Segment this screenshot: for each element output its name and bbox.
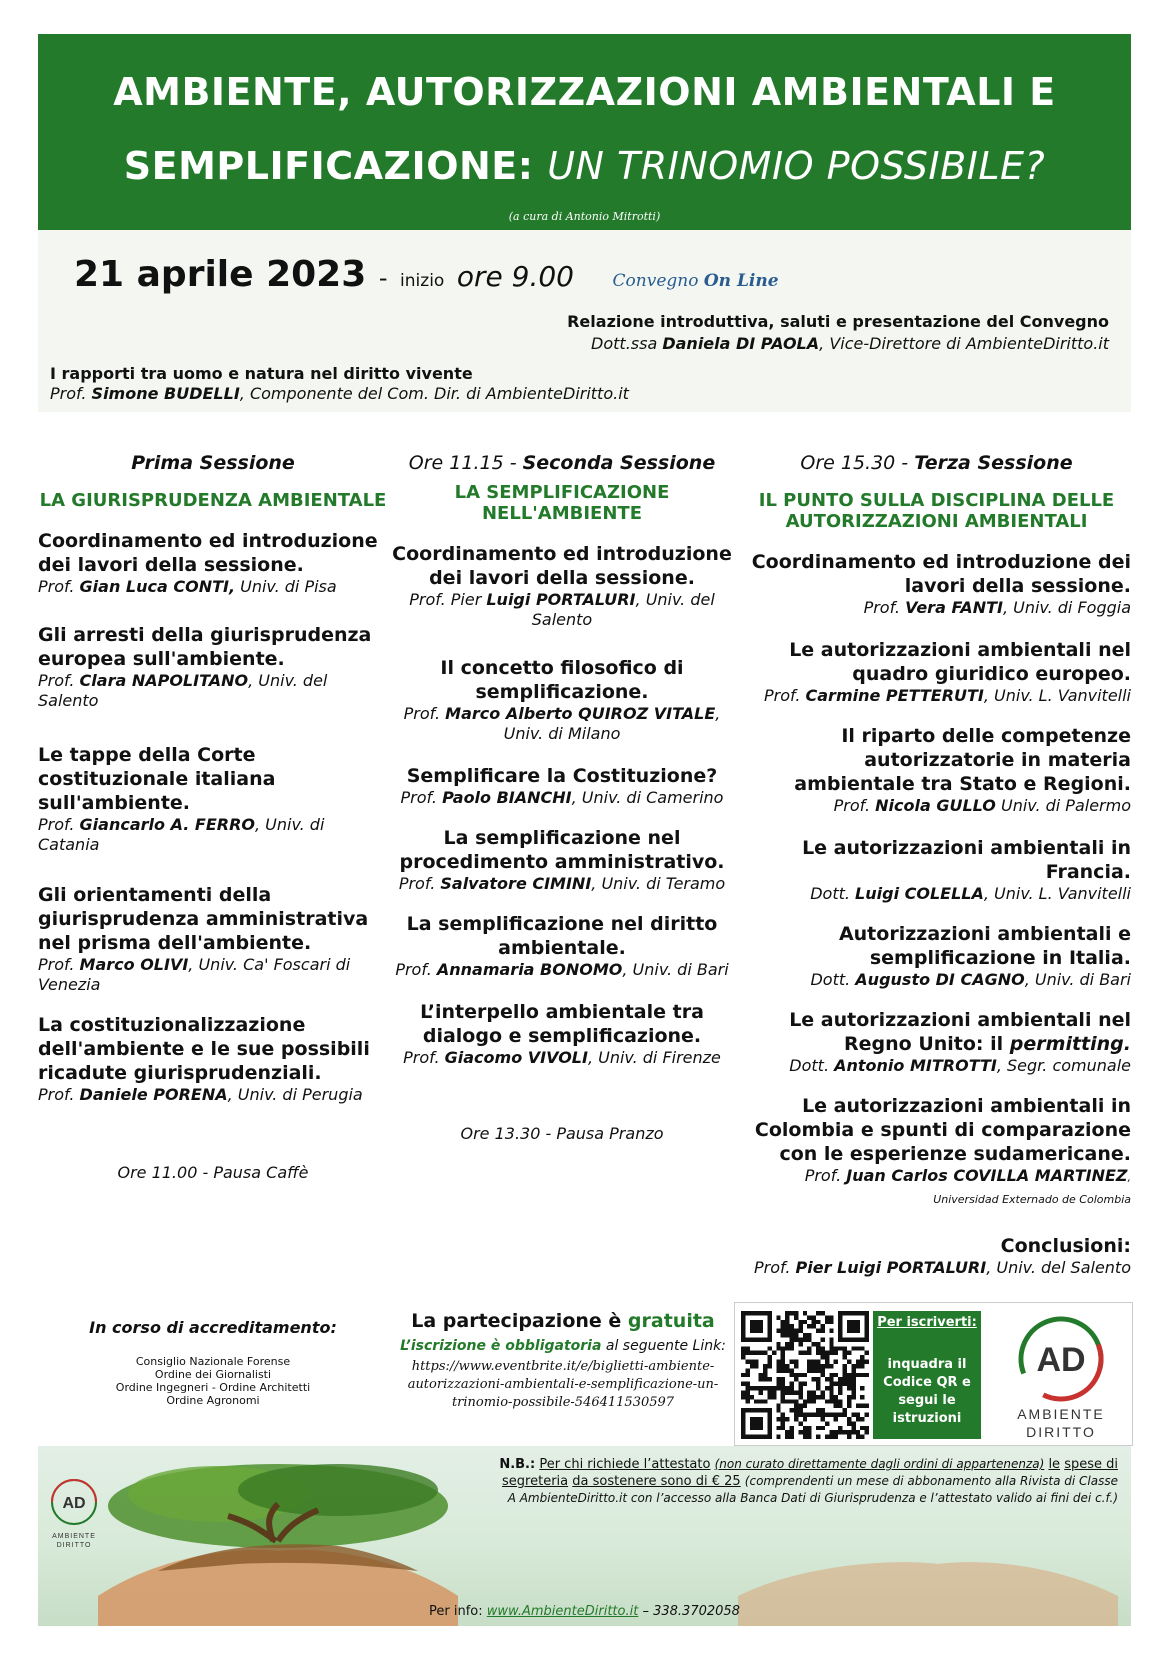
event-title-italic: UN TRINOMIO POSSIBILE? xyxy=(547,144,1046,188)
speaker-prefix: Dott. xyxy=(810,970,856,989)
registration-label: Per iscriverti: xyxy=(877,1315,977,1330)
accreditation-item: Ordine dei Giornalisti xyxy=(154,1368,272,1381)
talk-item xyxy=(742,724,1131,816)
talk-speaker xyxy=(742,1166,1131,1210)
talk-speaker xyxy=(388,788,736,808)
session-theme: LA SEMPLIFICAZIONE NELL'AMBIENTE xyxy=(454,482,670,524)
event-date-line xyxy=(74,254,779,295)
speaker-affiliation: , Universidad Externado de Colombia xyxy=(933,1171,1131,1206)
speaker-name: Marco Alberto QUIROZ VITALE xyxy=(445,704,716,723)
talk-title: Semplificare la Costituzione? xyxy=(406,765,718,787)
talk-title: Coordinamento ed introduzione dei lavori della sessione. xyxy=(392,543,732,589)
event-date: 21 aprile 2023 xyxy=(74,254,367,295)
speaker-name: Marco OLIVI xyxy=(79,955,189,974)
talk-title: Il concetto filosofico di semplificazione. xyxy=(440,657,684,703)
intro-panel xyxy=(38,230,1131,412)
speaker-prefix: Prof. xyxy=(398,874,441,893)
speaker-name: Simone BUDELLI xyxy=(91,384,240,403)
speaker-affiliation: , Univ. di Bari xyxy=(622,960,729,979)
accreditation-item: Ordine Agronomi xyxy=(166,1394,260,1407)
banner-logo-monogram: AD xyxy=(62,1495,86,1512)
speaker-prefix: Prof. xyxy=(804,1166,847,1185)
session-theme: LA GIURISPRUDENZA AMBIENTALE xyxy=(39,490,387,511)
intro-talk-title: Relazione introduttiva, saluti e presentazione del Convegno xyxy=(567,312,1109,331)
talk-item xyxy=(388,542,736,630)
session-column-2 xyxy=(388,452,736,1143)
curator-note: (a cura di Antonio Mitrotti) xyxy=(508,210,661,223)
speaker-prefix: Prof. xyxy=(753,1258,796,1277)
session-theme: IL PUNTO SULLA DISCIPLINA DELLE AUTORIZZAZIONI AMBIENTALI xyxy=(758,490,1115,532)
talk-title: Conclusioni: xyxy=(1000,1235,1131,1257)
talk-speaker xyxy=(38,671,388,711)
speaker-affiliation: , Univ. di Bari xyxy=(1024,970,1131,989)
talk-title: La semplificazione nel diritto ambientale. xyxy=(406,913,718,959)
talk-item xyxy=(742,1008,1131,1076)
talk-title xyxy=(742,1008,1131,1056)
speaker-name: Juan Carlos COVILLA MARTINEZ xyxy=(846,1166,1128,1185)
talk-title-italic: permitting. xyxy=(1009,1033,1131,1055)
nb-label: N.B.: xyxy=(499,1457,536,1472)
talk-speaker xyxy=(388,704,736,744)
speaker-prefix: Prof. xyxy=(863,598,906,617)
nb-text: (non curato direttamente dagli ordini di appartenenza) xyxy=(714,1457,1045,1471)
speaker-prefix: Prof. Pier xyxy=(409,590,487,609)
speaker-name: Vera FANTI xyxy=(905,598,1003,617)
speaker-affiliation: , Univ. di Foggia xyxy=(1002,598,1131,617)
talk-speaker xyxy=(38,577,388,597)
speaker-prefix: Prof. xyxy=(395,960,437,979)
speaker-affiliation: , Univ. del Salento xyxy=(531,590,715,629)
speaker-prefix: Prof. xyxy=(403,1048,445,1067)
talk-speaker xyxy=(38,1085,388,1105)
website-link[interactable]: www.AmbienteDiritto.it xyxy=(486,1604,639,1619)
talk-speaker xyxy=(742,598,1131,618)
event-title-line2 xyxy=(38,144,1131,188)
event-title-line1: AMBIENTE, AUTORIZZAZIONI AMBIENTALI E xyxy=(113,70,1056,114)
speaker-name: Daniela DI PAOLA xyxy=(662,334,820,353)
talk-item xyxy=(742,638,1131,706)
talk-item xyxy=(742,1094,1131,1210)
speaker-affiliation: , Univ. L. Vanvitelli xyxy=(983,686,1131,705)
speaker-prefix: Prof. xyxy=(38,1085,80,1104)
nb-text: Per chi richiede l’attestato xyxy=(539,1457,711,1472)
session-time: Ore 15.30 - xyxy=(800,452,915,474)
accreditation-title: In corso di accreditamento: xyxy=(89,1318,337,1337)
speaker-prefix: Dott. xyxy=(789,1056,835,1075)
speaker-prefix: Prof. xyxy=(38,815,80,834)
session-name: Terza Sessione xyxy=(914,452,1073,474)
nb-details: (comprendenti un mese di abbonamento alla Rivista di Classe A AmbienteDiritto.it con l’accesso alla Banca Dati di Giurisprudenza e l’attestato valido ai fini dei c.f.) xyxy=(507,1474,1118,1505)
online-prefix: Convegno xyxy=(612,271,699,291)
talk-item xyxy=(388,826,736,894)
start-time: ore 9.00 xyxy=(456,260,574,293)
speaker-name: Giacomo VIVOLI xyxy=(444,1048,588,1067)
session-heading xyxy=(742,452,1131,474)
registration-help: inquadra il Codice QR e segui le istruzioni xyxy=(883,1357,971,1426)
speaker-affiliation: , Segr. comunale xyxy=(996,1056,1131,1075)
break-label: Ore 11.00 - Pausa Caffè xyxy=(117,1163,309,1182)
speaker-affiliation: , Univ. di Teramo xyxy=(591,874,726,893)
session-heading xyxy=(388,452,736,474)
talk-item xyxy=(38,1013,388,1105)
opening-talk-title: I rapporti tra uomo e natura nel diritto vivente xyxy=(50,364,473,383)
speaker-affiliation: , Univ. di Camerino xyxy=(571,788,724,807)
talk-speaker xyxy=(742,1258,1131,1278)
speaker-name: Paolo BIANCHI xyxy=(442,788,572,807)
registration-box xyxy=(734,1302,1133,1446)
certificate-note xyxy=(498,1456,1118,1507)
logo-monogram: AD xyxy=(1036,1341,1086,1379)
speaker-name: Giancarlo A. FERRO xyxy=(79,815,255,834)
phone-number: – 338.3702058 xyxy=(642,1604,740,1619)
talk-title-text: Le autorizzazioni ambientali nel Regno Unito: il xyxy=(789,1009,1131,1055)
nb-fee: da sostenere sono di € 25 xyxy=(572,1474,741,1489)
talk-title: Coordinamento ed introduzione dei lavori della sessione. xyxy=(38,530,378,576)
info-label: Per info: xyxy=(429,1604,483,1619)
speaker-name: Gian Luca CONTI, xyxy=(79,577,236,596)
talk-speaker xyxy=(742,970,1131,990)
banner-logo-line1: AMBIENTE xyxy=(52,1533,96,1540)
speaker-affiliation: , Univ. di Milano xyxy=(503,704,721,743)
session-name: Prima Sessione xyxy=(131,452,295,474)
talk-title: L’interpello ambientale tra dialogo e semplificazione. xyxy=(420,1001,704,1047)
banner-logo-line2: DIRITTO xyxy=(56,1542,92,1549)
speaker-name: Annamaria BONOMO xyxy=(436,960,623,979)
nb-text: le xyxy=(1048,1457,1061,1472)
talk-item xyxy=(742,550,1131,618)
talk-speaker xyxy=(388,590,736,630)
registration-instructions xyxy=(873,1311,981,1439)
talk-item xyxy=(38,743,388,855)
speaker-affiliation: , Componente del Com. Dir. di AmbienteDiritto.it xyxy=(239,384,629,403)
talk-speaker xyxy=(388,960,736,980)
speaker-prefix: Prof. xyxy=(50,384,87,403)
speaker-affiliation: , Univ. di Perugia xyxy=(227,1085,363,1104)
registration-note xyxy=(388,1338,738,1354)
accreditation-list xyxy=(38,1355,388,1407)
talk-title: Il riparto delle competenze autorizzatorie in materia ambientale tra Stato e Regioni. xyxy=(794,725,1131,795)
speaker-name: Clara NAPOLITANO xyxy=(79,671,249,690)
participation-title xyxy=(388,1310,738,1332)
talk-title: Gli arresti della giurisprudenza europea sull'ambiente. xyxy=(38,624,372,670)
talk-item xyxy=(388,656,736,744)
talk-title: La semplificazione nel procedimento amministrativo. xyxy=(399,827,725,873)
opening-talk-speaker xyxy=(50,384,629,403)
speaker-name: Carmine PETTERUTI xyxy=(805,686,984,705)
event-title-bold: SEMPLIFICAZIONE: xyxy=(123,144,534,188)
speaker-name: Nicola GULLO xyxy=(875,796,996,815)
speaker-name: Augusto DI CAGNO xyxy=(855,970,1025,989)
talk-item xyxy=(38,623,388,711)
speaker-prefix: Prof. xyxy=(833,796,876,815)
intro-talk-speaker xyxy=(591,334,1109,353)
ambiente-diritto-logo xyxy=(993,1307,1129,1443)
talk-item xyxy=(388,1000,736,1068)
qr-code-icon[interactable] xyxy=(741,1311,869,1439)
talk-speaker xyxy=(742,686,1131,706)
speaker-affiliation: , Univ. L. Vanvitelli xyxy=(983,884,1131,903)
talk-item xyxy=(742,1234,1131,1278)
talk-title: Coordinamento ed introduzione dei lavori della sessione. xyxy=(751,551,1131,597)
talk-speaker xyxy=(388,874,736,894)
session-time: Ore 11.15 - xyxy=(408,452,523,474)
talk-title: Autorizzazioni ambientali e semplificazione in Italia. xyxy=(838,923,1131,969)
speaker-name: Daniele PORENA xyxy=(79,1085,228,1104)
speaker-name: Luigi COLELLA xyxy=(855,884,984,903)
start-label: inizio xyxy=(400,271,445,291)
talk-speaker xyxy=(742,796,1131,816)
speaker-affiliation: , Univ. del Salento xyxy=(38,671,328,710)
speaker-affiliation: , Vice-Direttore di AmbienteDiritto.it xyxy=(819,334,1109,353)
title-banner xyxy=(38,34,1131,230)
nb-text: spese di segreteria xyxy=(502,1457,1118,1489)
break-label: Ore 13.30 - Pausa Pranzo xyxy=(460,1124,664,1143)
speaker-affiliation: , Univ. di Catania xyxy=(38,815,325,854)
contact-info xyxy=(38,1604,1131,1619)
free-label: gratuita xyxy=(627,1310,715,1332)
session-column-1 xyxy=(38,452,388,1182)
talk-item xyxy=(388,912,736,980)
talk-speaker xyxy=(38,815,388,855)
participation-block xyxy=(388,1310,738,1412)
talk-speaker xyxy=(742,884,1131,904)
session-column-3 xyxy=(742,452,1131,1278)
date-separator: - xyxy=(378,264,388,292)
speaker-prefix: Prof. xyxy=(38,671,80,690)
speaker-name: Salvatore CIMINI xyxy=(440,874,592,893)
link-intro: al seguente Link: xyxy=(605,1338,726,1354)
speaker-name: Antonio MITROTTI xyxy=(834,1056,997,1075)
talk-item xyxy=(742,922,1131,990)
online-badge xyxy=(613,271,779,291)
session-heading xyxy=(38,452,388,474)
talk-item xyxy=(38,883,388,995)
speaker-name: Luigi PORTALURI xyxy=(486,590,636,609)
talk-speaker xyxy=(38,955,388,995)
speaker-prefix: Prof. xyxy=(38,577,80,596)
speaker-affiliation: , Univ. Ca' Foscari di Venezia xyxy=(38,955,351,994)
logo-line2: DIRITTO xyxy=(1026,1424,1096,1440)
registration-link[interactable]: https://www.eventbrite.it/e/biglietti-ambiente-autorizzazioni-ambientali-e-semplificazione-un-trinomio-possibile-546411530597 xyxy=(407,1359,719,1410)
speaker-affiliation: Univ. di Palermo xyxy=(995,796,1131,815)
accreditation-item: Consiglio Nazionale Forense xyxy=(135,1355,291,1368)
accreditation-block xyxy=(38,1318,388,1407)
speaker-prefix: Prof. xyxy=(38,955,80,974)
speaker-name: Pier Luigi PORTALURI xyxy=(795,1258,987,1277)
speaker-affiliation: , Univ. del Salento xyxy=(986,1258,1131,1277)
talk-title: Le autorizzazioni ambientali in Francia. xyxy=(802,837,1131,883)
talk-title: La costituzionalizzazione dell'ambiente e le sue possibili ricadute giurisprudenziali. xyxy=(38,1014,370,1084)
accreditation-item: Ordine Ingegneri - Ordine Architetti xyxy=(115,1381,311,1394)
talk-title: Le autorizzazioni ambientali in Colombia e spunti di comparazione con le esperienze sudamericane. xyxy=(754,1095,1131,1165)
speaker-affiliation: Univ. di Pisa xyxy=(235,577,337,596)
footer-banner xyxy=(38,1446,1131,1626)
talk-title: Le autorizzazioni ambientali nel quadro giuridico europeo. xyxy=(789,639,1131,685)
talk-speaker xyxy=(742,1056,1131,1076)
speaker-prefix: Prof. xyxy=(763,686,806,705)
logo-line1: AMBIENTE xyxy=(1017,1406,1105,1422)
participation-title-text: La partecipazione è xyxy=(411,1310,622,1332)
speaker-prefix: Dott.ssa xyxy=(591,334,658,353)
talk-speaker xyxy=(388,1048,736,1068)
speaker-prefix: Dott. xyxy=(810,884,856,903)
talk-item xyxy=(742,836,1131,904)
online-bold: On Line xyxy=(703,271,779,291)
talk-item xyxy=(388,764,736,808)
session-name: Seconda Sessione xyxy=(522,452,716,474)
speaker-prefix: Prof. xyxy=(400,788,443,807)
mandatory-label: L’iscrizione è obbligatoria xyxy=(400,1338,602,1354)
talk-item xyxy=(38,529,388,597)
speaker-prefix: Prof. xyxy=(403,704,446,723)
speaker-affiliation: , Univ. di Firenze xyxy=(587,1048,721,1067)
talk-title: Gli orientamenti della giurisprudenza amministrativa nel prisma dell'ambiente. xyxy=(38,884,369,954)
talk-title: Le tappe della Corte costituzionale italiana sull'ambiente. xyxy=(38,744,276,814)
